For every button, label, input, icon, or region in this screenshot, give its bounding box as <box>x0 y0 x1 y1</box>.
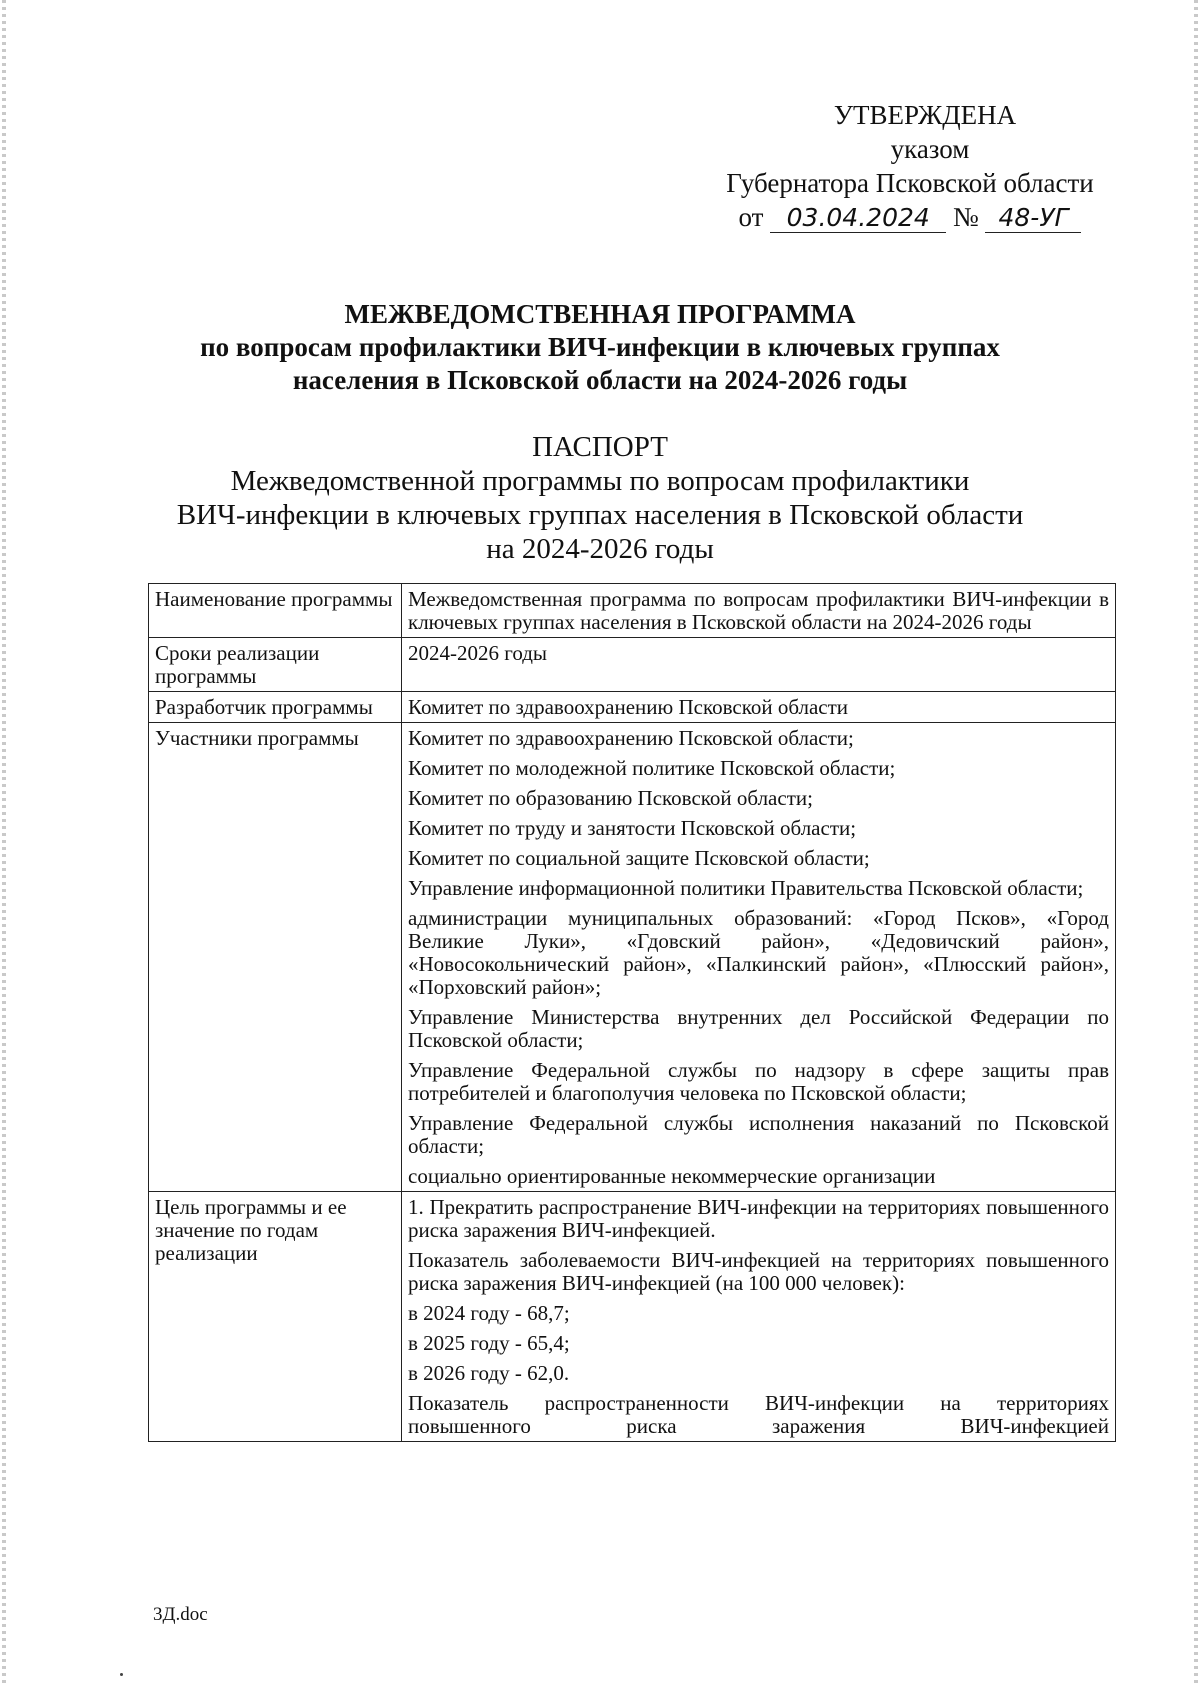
row-value-paragraph: социально ориентированные некоммерческие организации <box>408 1164 936 1188</box>
row-value-paragraph: в 2024 году - 68,7; <box>408 1301 570 1325</box>
approval-governor: Губернатора Псковской области <box>726 168 1094 198</box>
row-value-paragraph: Управление Федеральной службы исполнения наказаний по Псковской области; <box>408 1111 1109 1158</box>
passport-subtitle-line3: на 2024-2026 годы <box>486 533 714 565</box>
handwritten-number: 48-УГ <box>985 204 1081 233</box>
row-value-paragraph: Комитет по труду и занятости Псковской области; <box>408 816 857 840</box>
scan-edge-right <box>1194 0 1198 1686</box>
row-label: Наименование программы <box>149 584 402 638</box>
row-value <box>402 1192 1116 1442</box>
handwritten-date: 03.04.2024 <box>770 204 946 233</box>
row-label: Участники программы <box>149 723 402 1192</box>
program-title-line3: населения в Псковской области на 2024-2026 годы <box>292 365 908 395</box>
row-value-paragraph: в 2025 году - 65,4; <box>408 1331 570 1355</box>
row-value-paragraph: Межведомственная программа по вопросам профилактики ВИЧ-инфекции в ключевых группах населения в Псковской области на 2024-2026 годы <box>408 587 1109 634</box>
number-sign: № <box>952 202 979 232</box>
row-value-paragraph: Управление информационной политики Правительства Псковской области; <box>408 876 1084 900</box>
row-value-paragraph: 2024-2026 годы <box>408 641 548 665</box>
row-value-paragraph: Комитет по здравоохранению Псковской области <box>408 695 849 719</box>
program-title-line2: по вопросам профилактики ВИЧ-инфекции в ключевых группах <box>200 332 1000 362</box>
passport-table <box>148 583 1116 1442</box>
row-value <box>402 638 1116 692</box>
table-row <box>149 692 1116 723</box>
approval-block <box>700 98 1120 234</box>
row-value-paragraph: Управление Министерства внутренних дел Российской Федерации по Псковской области; <box>408 1005 1109 1052</box>
approval-heading: УТВЕРЖДЕНА <box>833 100 1017 130</box>
scan-speck <box>120 1673 123 1676</box>
row-value-paragraph: администрации муниципальных образований: «Город Псков», «Город Великие Луки», «Гдовский район», «Дедовичский район», «Новосокольнический район», «Палкинский район», «Плюсский район», «Порховский район»; <box>408 906 1109 999</box>
table-row <box>149 1192 1116 1442</box>
footer-filename: 3Д.doc <box>153 1604 208 1625</box>
passport-table-body <box>149 584 1116 1442</box>
scan-edge-left <box>2 0 6 1686</box>
approval-date-number <box>700 200 1120 234</box>
approval-by-decree: указом <box>890 134 970 164</box>
program-title-line1: МЕЖВЕДОМСТВЕННАЯ ПРОГРАММА <box>344 299 856 329</box>
table-row <box>149 723 1116 1192</box>
passport-heading: ПАСПОРТ <box>532 431 668 463</box>
row-value <box>402 584 1116 638</box>
row-value-paragraph: Показатель заболеваемости ВИЧ-инфекцией на территориях повышенного риска заражения ВИЧ-инфекцией (на 100 000 человек): <box>408 1248 1109 1295</box>
from-label: от <box>738 202 764 232</box>
row-value <box>402 692 1116 723</box>
table-row <box>149 584 1116 638</box>
passport-subtitle-line2: ВИЧ-инфекции в ключевых группах населения в Псковской области <box>176 499 1024 531</box>
row-value-paragraph: Комитет по здравоохранению Псковской области; <box>408 726 854 750</box>
row-label: Разработчик программы <box>149 692 402 723</box>
row-value-paragraph: 1. Прекратить распространение ВИЧ-инфекции на территориях повышенного риска заражения ВИЧ-инфекцией. <box>408 1195 1109 1242</box>
table-row <box>149 638 1116 692</box>
passport-heading-block <box>150 430 1050 566</box>
row-value-paragraph: Показатель распространенности ВИЧ-инфекции на территориях повышенного риска заражения ВИЧ-инфекцией <box>408 1391 1109 1438</box>
row-value-paragraph: в 2026 году - 62,0. <box>408 1361 570 1385</box>
row-label: Сроки реализации программы <box>149 638 402 692</box>
row-value-paragraph: Управление Федеральной службы по надзору в сфере защиты прав потребителей и благополучия человека по Псковской области; <box>408 1058 1109 1105</box>
program-title <box>150 298 1050 397</box>
row-value-paragraph: Комитет по образованию Псковской области; <box>408 786 813 810</box>
passport-subtitle-line1: Межведомственной программы по вопросам профилактики <box>230 465 970 497</box>
row-value-paragraph: Комитет по молодежной политике Псковской области; <box>408 756 896 780</box>
row-label: Цель программы и ее значение по годам реализации <box>149 1192 402 1442</box>
row-value-paragraph: Комитет по социальной защите Псковской области; <box>408 846 870 870</box>
row-value <box>402 723 1116 1192</box>
